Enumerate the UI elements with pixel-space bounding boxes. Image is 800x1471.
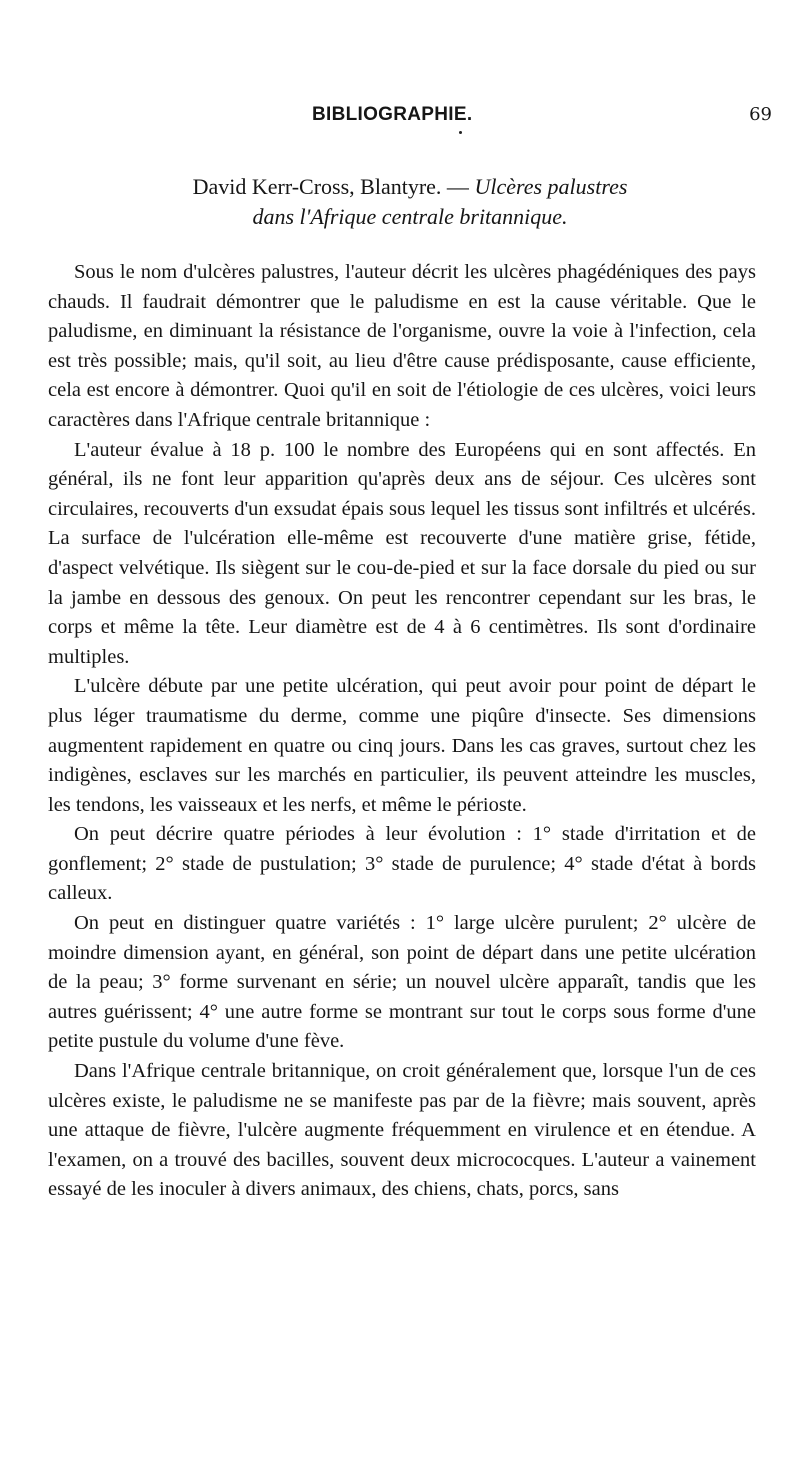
article-title-part-1: Ulcères palustres <box>474 174 628 199</box>
paragraph: On peut décrire quatre périodes à leur évolution : 1° stade d'irritation et de gonflement; 2° stade de pustulation; 3° stade de purulence; 4° stade d'état à bords calleux. <box>48 823 756 905</box>
author-name: David Kerr-Cross, Blantyre. — <box>192 174 469 199</box>
paragraph: Sous le nom d'ulcères palustres, l'auteur décrit les ulcères phagédéniques des pays chauds. Il faudrait démontrer que le paludisme en est la cause véritable. Que le paludisme, en diminuant la résistance de l'organisme, ouvre la voie à l'infection, cela est très possible; mais, qu'il soit, au lieu d'être cause prédisposante, cause efficiente, cela est encore à démontrer. Quoi qu'il en soit de l'étiologie de ces ulcères, voici leurs caractères dans l'Afrique centrale britannique : <box>48 261 756 431</box>
body-text <box>48 258 756 1205</box>
running-head <box>48 104 772 134</box>
paragraph: L'auteur évalue à 18 p. 100 le nombre des Européens qui en sont affectés. En général, ils ne font leur apparition qu'après deux ans de séjour. Ces ulcères sont circulaires, recouverts d'un exsudat épais sous lequel les tissus sont infiltrés et ulcérés. La surface de l'ulcération elle-même est recouverte d'une matière grise, fétide, d'aspect velvétique. Ils siègent sur le cou-de-pied et sur la face dorsale du pied ou sur la jambe en dessous des genoux. On peut les rencontrer cependant sur les bras, le corps et même la tête. Leur diamètre est de 4 à 6 centimètres. Ils sont d'ordinaire multiples. <box>48 438 756 668</box>
article-heading <box>48 172 772 232</box>
running-title: BIBLIOGRAPHIE. <box>312 104 473 125</box>
article-title-part-2: dans l'Afrique centrale britannique. <box>252 204 568 229</box>
page-number: 69 <box>749 104 772 125</box>
print-speck <box>459 131 462 134</box>
paragraph: L'ulcère débute par une petite ulcération, qui peut avoir pour point de départ le plus léger traumatisme du derme, comme une piqûre d'insecte. Ses dimensions augmentent rapidement en quatre ou cinq jours. Dans les cas graves, surtout chez les indigènes, esclaves sur les marchés en particulier, ils peuvent atteindre les muscles, les tendons, les vaisseaux et les nerfs, et même le périoste. <box>48 675 756 816</box>
heading-line-1 <box>48 172 772 202</box>
paragraph: Dans l'Afrique centrale britannique, on croit généralement que, lorsque l'un de ces ulcères existe, le paludisme ne se manifeste pas par de la fièvre; mais souvent, après une attaque de fièvre, l'ulcère augmente fréquemment en virulence et en étendue. A l'examen, on a trouvé des bacilles, souvent deux micrococques. L'auteur a vainement essayé de les inoculer à divers animaux, des chiens, chats, porcs, sans <box>48 1060 756 1201</box>
paragraph: On peut en distinguer quatre variétés : 1° large ulcère purulent; 2° ulcère de moindre dimension ayant, en général, son point de départ dans une petite ulcération de la peau; 3° forme survenant en série; un nouvel ulcère apparaît, tandis que les autres guérissent; 4° une autre forme se montrant sur tout le corps sous forme d'une petite pustule du volume d'une fève. <box>48 912 756 1053</box>
heading-line-2 <box>48 202 772 232</box>
